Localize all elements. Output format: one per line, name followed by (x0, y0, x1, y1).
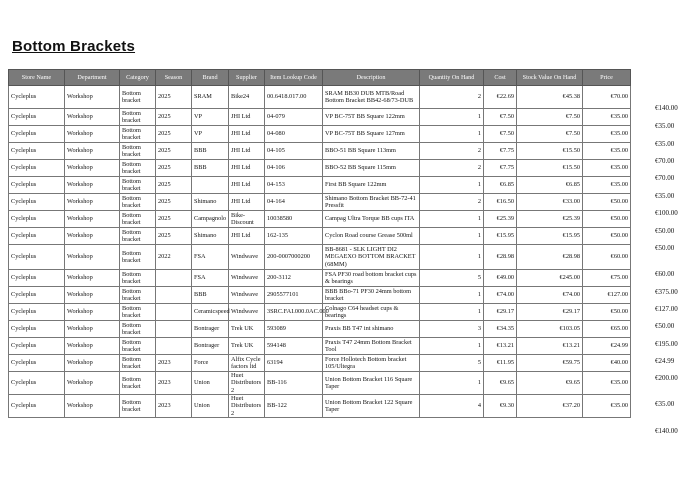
cell-season: 2023 (156, 355, 192, 372)
cell-quantity: 1 (420, 109, 484, 126)
cell-stock-value: €74.00 (517, 287, 583, 304)
table-row (9, 177, 631, 194)
cell-store-name: Cycleplus (9, 304, 65, 321)
cell-item-lookup-code: 3SRC.FAI.000.0AC.000 (265, 304, 323, 321)
cell-store-name: Cycleplus (9, 395, 65, 418)
cell-supplier: JHI Ltd (229, 143, 265, 160)
cell-brand: Bontrager (192, 321, 229, 338)
cell-category: Bottom bracket (120, 194, 156, 211)
cell-supplier: JHI Ltd (229, 194, 265, 211)
column-header-supplier: Supplier (229, 70, 265, 86)
side-price-value: €35.00 (655, 400, 675, 408)
column-header-item-lookup-code: Item Lookup Code (265, 70, 323, 86)
cell-stock-value: €25.39 (517, 211, 583, 228)
cell-description: BBO-52 BB Square 115mm (323, 160, 420, 177)
cell-cost: €9.30 (484, 395, 517, 418)
table-row (9, 194, 631, 211)
cell-quantity: 2 (420, 194, 484, 211)
cell-stock-value: €9.65 (517, 372, 583, 395)
column-header-description: Description (323, 70, 420, 86)
cell-store-name: Cycleplus (9, 372, 65, 395)
cell-category: Bottom bracket (120, 109, 156, 126)
cell-cost: €15.95 (484, 228, 517, 245)
cell-brand (192, 177, 229, 194)
cell-department: Workshop (65, 86, 120, 109)
side-price-value: €50.00 (655, 227, 675, 235)
cell-store-name: Cycleplus (9, 160, 65, 177)
cell-quantity: 1 (420, 338, 484, 355)
cell-brand: BBB (192, 160, 229, 177)
column-header-price: Price (583, 70, 631, 86)
cell-price: €50.00 (583, 304, 631, 321)
cell-description: SRAM BB30 DUB MTB/Road Bottom Bracket BB42-68/73-DUB (323, 86, 420, 109)
cell-category: Bottom bracket (120, 321, 156, 338)
side-price-value: €50.00 (655, 244, 675, 252)
cell-season (156, 338, 192, 355)
cell-brand: BBB (192, 287, 229, 304)
cell-brand: Shimano (192, 228, 229, 245)
cell-price: €70.00 (583, 86, 631, 109)
cell-supplier: JHI Ltd (229, 109, 265, 126)
cell-category: Bottom bracket (120, 372, 156, 395)
cell-brand: Ceramicspeed (192, 304, 229, 321)
cell-brand: FSA (192, 245, 229, 270)
cell-category: Bottom bracket (120, 304, 156, 321)
cell-stock-value: €15.50 (517, 160, 583, 177)
cell-description: BB-8681 - SLK LIGHT DI2 MEGAEXO BOTTOM BRACKET (68MM) (323, 245, 420, 270)
table-row (9, 126, 631, 143)
cell-quantity: 2 (420, 160, 484, 177)
side-price-value: €200.00 (655, 374, 678, 382)
cell-store-name: Cycleplus (9, 321, 65, 338)
cell-category: Bottom bracket (120, 160, 156, 177)
cell-store-name: Cycleplus (9, 355, 65, 372)
table-row (9, 338, 631, 355)
cell-season: 2025 (156, 228, 192, 245)
cell-item-lookup-code: 04-079 (265, 109, 323, 126)
side-price-value: €375.00 (655, 288, 678, 296)
cell-cost: €29.17 (484, 304, 517, 321)
cell-season: 2025 (156, 177, 192, 194)
cell-quantity: 2 (420, 143, 484, 160)
cell-category: Bottom bracket (120, 228, 156, 245)
table-row (9, 287, 631, 304)
cell-description: BBO-51 BB Square 113mm (323, 143, 420, 160)
cell-description: Colnago C64 headset cups & bearings (323, 304, 420, 321)
cell-description: Shimano Bottom Bracket BB-72-41 Pressfit (323, 194, 420, 211)
cell-quantity: 1 (420, 177, 484, 194)
side-price-value: €35.00 (655, 192, 675, 200)
cell-stock-value: €15.50 (517, 143, 583, 160)
cell-stock-value: €7.50 (517, 109, 583, 126)
cell-price: €60.00 (583, 245, 631, 270)
cell-quantity: 1 (420, 245, 484, 270)
side-price-value: €35.00 (655, 140, 675, 148)
cell-item-lookup-code: 04-105 (265, 143, 323, 160)
cell-category: Bottom bracket (120, 86, 156, 109)
cell-stock-value: €59.75 (517, 355, 583, 372)
cell-description: Union Bottom Bracket 122 Square Taper (323, 395, 420, 418)
cell-stock-value: €245.00 (517, 270, 583, 287)
cell-price: €35.00 (583, 109, 631, 126)
cell-item-lookup-code: 00.6418.017.00 (265, 86, 323, 109)
cell-description: FSA PF30 road bottom bracket cups & bearings (323, 270, 420, 287)
cell-season: 2022 (156, 245, 192, 270)
table-row (9, 270, 631, 287)
table-row (9, 143, 631, 160)
cell-price: €50.00 (583, 211, 631, 228)
column-header-category: Category (120, 70, 156, 86)
cell-cost: €7.50 (484, 109, 517, 126)
cell-season: 2025 (156, 109, 192, 126)
cell-price: €75.00 (583, 270, 631, 287)
cell-store-name: Cycleplus (9, 109, 65, 126)
side-price-value: €70.00 (655, 174, 675, 182)
cell-supplier: JHI Ltd (229, 160, 265, 177)
cell-season (156, 304, 192, 321)
cell-item-lookup-code: 04-080 (265, 126, 323, 143)
cell-item-lookup-code: 593089 (265, 321, 323, 338)
cell-supplier: JHI Ltd (229, 177, 265, 194)
cell-department: Workshop (65, 395, 120, 418)
cell-item-lookup-code: 2905577101 (265, 287, 323, 304)
cell-department: Workshop (65, 245, 120, 270)
column-header-brand: Brand (192, 70, 229, 86)
cell-department: Workshop (65, 287, 120, 304)
cell-cost: €13.21 (484, 338, 517, 355)
cell-description: Force Hollotech Bottom bracket 105/Ultegra (323, 355, 420, 372)
cell-category: Bottom bracket (120, 245, 156, 270)
cell-cost: €6.85 (484, 177, 517, 194)
cell-store-name: Cycleplus (9, 126, 65, 143)
cell-department: Workshop (65, 372, 120, 395)
cell-store-name: Cycleplus (9, 245, 65, 270)
cell-brand: Bontrager (192, 338, 229, 355)
cell-store-name: Cycleplus (9, 287, 65, 304)
cell-supplier: Bike24 (229, 86, 265, 109)
table-row (9, 228, 631, 245)
cell-department: Workshop (65, 177, 120, 194)
cell-category: Bottom bracket (120, 211, 156, 228)
table-header-row (9, 70, 631, 86)
cell-season: 2025 (156, 86, 192, 109)
bottom-brackets-table (8, 69, 631, 418)
side-price-value: €60.00 (655, 270, 675, 278)
cell-cost: €11.95 (484, 355, 517, 372)
cell-item-lookup-code: 04-153 (265, 177, 323, 194)
cell-stock-value: €37.20 (517, 395, 583, 418)
cell-department: Workshop (65, 338, 120, 355)
cell-cost: €16.50 (484, 194, 517, 211)
cell-supplier: Huet Distributors 2 (229, 372, 265, 395)
table-row (9, 372, 631, 395)
cell-description: Cyclon Road course Grease 500ml (323, 228, 420, 245)
cell-supplier: Windwave (229, 287, 265, 304)
cell-description: BBB BBo-71 PF30 24mm bottom bracket (323, 287, 420, 304)
column-header-cost: Cost (484, 70, 517, 86)
cell-description: Praxis BB T47 int shimano (323, 321, 420, 338)
cell-store-name: Cycleplus (9, 143, 65, 160)
cell-quantity: 2 (420, 86, 484, 109)
cell-brand: VP (192, 109, 229, 126)
cell-stock-value: €6.85 (517, 177, 583, 194)
side-price-value: €100.00 (655, 209, 678, 217)
cell-stock-value: €29.17 (517, 304, 583, 321)
cell-brand: Union (192, 372, 229, 395)
cell-description: First BB Square 122mm (323, 177, 420, 194)
table-row (9, 304, 631, 321)
cell-stock-value: €33.00 (517, 194, 583, 211)
cell-price: €50.00 (583, 194, 631, 211)
cell-department: Workshop (65, 109, 120, 126)
cell-cost: €7.75 (484, 160, 517, 177)
cell-quantity: 5 (420, 355, 484, 372)
cell-item-lookup-code: 162-135 (265, 228, 323, 245)
side-price-value: €35.00 (655, 122, 675, 130)
cell-brand: VP (192, 126, 229, 143)
cell-store-name: Cycleplus (9, 211, 65, 228)
cell-price: €65.00 (583, 321, 631, 338)
cell-category: Bottom bracket (120, 287, 156, 304)
cell-department: Workshop (65, 160, 120, 177)
cell-price: €40.00 (583, 355, 631, 372)
column-header-stock-value: Stock Value On Hand (517, 70, 583, 86)
cell-cost: €74.00 (484, 287, 517, 304)
cell-store-name: Cycleplus (9, 194, 65, 211)
cell-department: Workshop (65, 321, 120, 338)
cell-supplier: Alfix Cycle factors ltd (229, 355, 265, 372)
cell-item-lookup-code: 63194 (265, 355, 323, 372)
cell-price: €35.00 (583, 143, 631, 160)
cell-supplier: JHI Ltd (229, 126, 265, 143)
cell-department: Workshop (65, 304, 120, 321)
cell-season (156, 287, 192, 304)
cell-supplier: JHI Ltd (229, 228, 265, 245)
cell-season: 2023 (156, 372, 192, 395)
cell-supplier: Trek UK (229, 338, 265, 355)
side-price-value: €140.00 (655, 104, 678, 112)
cell-cost: €49.00 (484, 270, 517, 287)
cell-brand: FSA (192, 270, 229, 287)
cell-store-name: Cycleplus (9, 270, 65, 287)
column-header-department: Department (65, 70, 120, 86)
cell-cost: €22.69 (484, 86, 517, 109)
cell-department: Workshop (65, 194, 120, 211)
cell-cost: €7.50 (484, 126, 517, 143)
table-row (9, 160, 631, 177)
cell-season: 2025 (156, 160, 192, 177)
cell-price: €35.00 (583, 177, 631, 194)
cell-season (156, 321, 192, 338)
cell-price: €35.00 (583, 372, 631, 395)
cell-item-lookup-code: 200-3112 (265, 270, 323, 287)
cell-stock-value: €13.21 (517, 338, 583, 355)
cell-season: 2025 (156, 126, 192, 143)
side-price-value: €140.00 (655, 427, 678, 435)
cell-quantity: 4 (420, 395, 484, 418)
cell-season: 2025 (156, 143, 192, 160)
cell-department: Workshop (65, 126, 120, 143)
cell-season: 2025 (156, 211, 192, 228)
table-row (9, 109, 631, 126)
cell-brand: Force (192, 355, 229, 372)
cell-category: Bottom bracket (120, 395, 156, 418)
cell-quantity: 1 (420, 287, 484, 304)
table-row (9, 86, 631, 109)
cell-cost: €7.75 (484, 143, 517, 160)
cell-brand: Shimano (192, 194, 229, 211)
cell-category: Bottom bracket (120, 338, 156, 355)
cell-brand: Campagnolo (192, 211, 229, 228)
cell-category: Bottom bracket (120, 270, 156, 287)
cell-quantity: 3 (420, 321, 484, 338)
cell-store-name: Cycleplus (9, 177, 65, 194)
cell-item-lookup-code: 594148 (265, 338, 323, 355)
cell-price: €24.99 (583, 338, 631, 355)
cell-quantity: 1 (420, 126, 484, 143)
cell-description: Union Bottom Bracket 116 Square Taper (323, 372, 420, 395)
cell-supplier: Windwave (229, 304, 265, 321)
table-row (9, 395, 631, 418)
cell-description: Praxis T47 24mm Bottom Bracket Tool (323, 338, 420, 355)
column-header-store-name: Store Name (9, 70, 65, 86)
cell-cost: €34.35 (484, 321, 517, 338)
table-row (9, 245, 631, 270)
table-row (9, 321, 631, 338)
cell-price: €127.00 (583, 287, 631, 304)
cell-supplier: Windwave (229, 270, 265, 287)
cell-quantity: 1 (420, 228, 484, 245)
cell-store-name: Cycleplus (9, 86, 65, 109)
cell-stock-value: €103.05 (517, 321, 583, 338)
cell-cost: €9.65 (484, 372, 517, 395)
cell-supplier: Huet Distributors 2 (229, 395, 265, 418)
side-price-value: €70.00 (655, 157, 675, 165)
cell-quantity: 1 (420, 211, 484, 228)
side-price-value: €50.00 (655, 322, 675, 330)
cell-category: Bottom bracket (120, 177, 156, 194)
cell-supplier: Bike-Discount (229, 211, 265, 228)
table-row (9, 211, 631, 228)
cell-price: €35.00 (583, 395, 631, 418)
cell-item-lookup-code: 200-0007000200 (265, 245, 323, 270)
cell-quantity: 1 (420, 372, 484, 395)
cell-supplier: Windwave (229, 245, 265, 270)
side-price-value: €127.00 (655, 305, 678, 313)
page-title: Bottom Brackets (12, 38, 136, 55)
cell-department: Workshop (65, 211, 120, 228)
cell-brand: SRAM (192, 86, 229, 109)
cell-category: Bottom bracket (120, 126, 156, 143)
cell-quantity: 5 (420, 270, 484, 287)
cell-brand: BBB (192, 143, 229, 160)
table-row (9, 355, 631, 372)
column-header-quantity-on-hand: Quantity On Hand (420, 70, 484, 86)
cell-brand: Union (192, 395, 229, 418)
cell-price: €35.00 (583, 126, 631, 143)
cell-item-lookup-code: BB-122 (265, 395, 323, 418)
cell-season: 2023 (156, 395, 192, 418)
column-header-season: Season (156, 70, 192, 86)
cell-department: Workshop (65, 355, 120, 372)
cell-season: 2025 (156, 194, 192, 211)
cell-price: €50.00 (583, 228, 631, 245)
cell-category: Bottom bracket (120, 143, 156, 160)
cell-description: VP BC-75T BB Square 122mm (323, 109, 420, 126)
cell-stock-value: €7.50 (517, 126, 583, 143)
cell-category: Bottom bracket (120, 355, 156, 372)
cell-stock-value: €15.95 (517, 228, 583, 245)
cell-department: Workshop (65, 270, 120, 287)
cell-description: Campag Ultra Torque BB cups ITA (323, 211, 420, 228)
cell-quantity: 1 (420, 304, 484, 321)
side-price-value: €24.99 (655, 357, 675, 365)
cell-stock-value: €28.98 (517, 245, 583, 270)
cell-item-lookup-code: 04-106 (265, 160, 323, 177)
cell-department: Workshop (65, 228, 120, 245)
cell-season (156, 270, 192, 287)
cell-item-lookup-code: 10038580 (265, 211, 323, 228)
cell-cost: €25.39 (484, 211, 517, 228)
cell-store-name: Cycleplus (9, 338, 65, 355)
cell-store-name: Cycleplus (9, 228, 65, 245)
cell-supplier: Trek UK (229, 321, 265, 338)
cell-price: €35.00 (583, 160, 631, 177)
cell-item-lookup-code: 04-164 (265, 194, 323, 211)
cell-cost: €28.98 (484, 245, 517, 270)
cell-description: VP BC-75T BB Square 127mm (323, 126, 420, 143)
cell-department: Workshop (65, 143, 120, 160)
cell-stock-value: €45.38 (517, 86, 583, 109)
side-price-value: €195.00 (655, 340, 678, 348)
cell-item-lookup-code: BB-116 (265, 372, 323, 395)
